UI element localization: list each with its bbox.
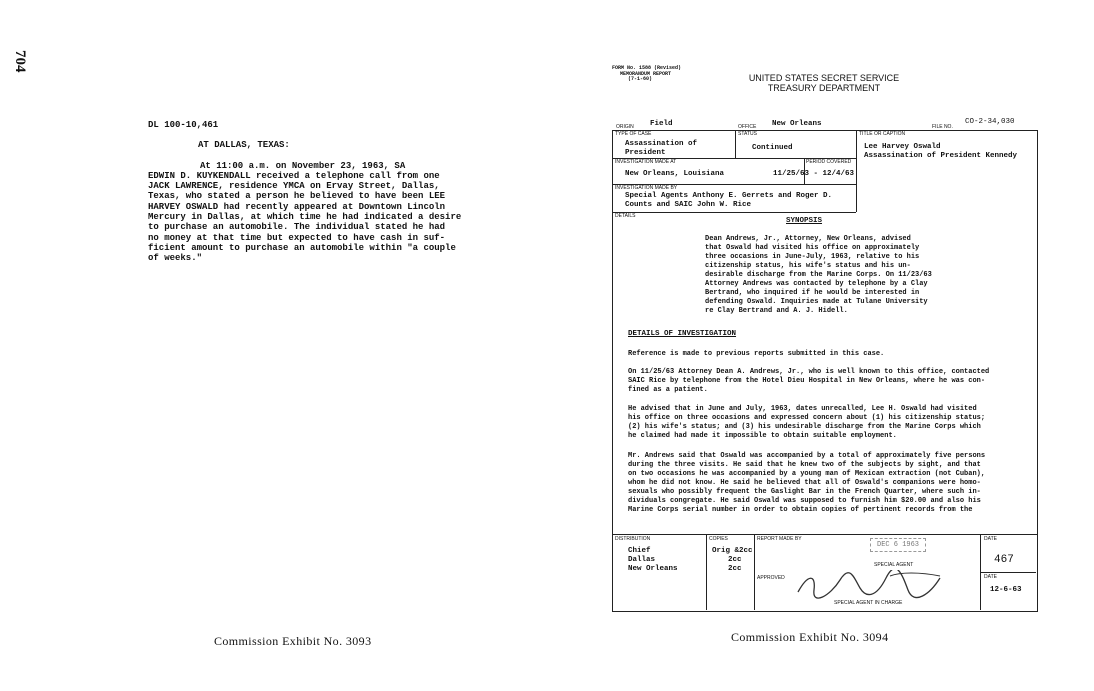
synopsis-line: citizenship status, his wife's status and his un-	[705, 262, 911, 270]
paragraph-1	[628, 350, 1034, 359]
department-name: TREASURY DEPARTMENT	[767, 83, 881, 93]
exhibit-3094-caption: Commission Exhibit No. 3094	[731, 630, 889, 644]
rule	[856, 130, 857, 212]
type-of-case-value: Assassination of President	[625, 140, 698, 157]
copies-chief: Orig &2cc	[712, 547, 753, 555]
form-number-line: MEMORANDUM REPORT	[620, 70, 672, 77]
received-stamp: DEC 6 1963	[870, 538, 926, 552]
distribution-chief: Chief	[628, 547, 651, 555]
synopsis-line: Bertrand, who inquired if he would be interested in	[705, 289, 920, 297]
form-number	[612, 66, 681, 83]
file-no-value: CO-2-34,030	[965, 118, 1015, 126]
special-agent-label: SPECIAL AGENT	[874, 562, 914, 568]
details-label: DETAILS	[615, 213, 636, 219]
title-line-1: Lee Harvey Oswald	[864, 143, 941, 151]
origin-label: ORIGIN	[616, 124, 634, 130]
body-line: of weeks."	[148, 253, 203, 264]
status-value: Continued	[752, 144, 793, 152]
page-number: 704	[12, 50, 28, 73]
form-number-line: (7-1-60)	[628, 76, 653, 82]
body-line: EDWIN D. KUYKENDALL received a telephone call from one	[148, 170, 440, 181]
copies-label: COPIES	[709, 536, 728, 542]
distribution-dallas: Dallas	[628, 556, 656, 564]
period-covered-label: PERIOD COVERED	[806, 159, 852, 165]
file-no-label: FILE NO.	[932, 124, 953, 130]
agency-header	[744, 73, 904, 93]
origin-value: Field	[650, 120, 673, 128]
rule	[706, 534, 707, 610]
exhibit-3093-caption: Commission Exhibit No. 3093	[214, 634, 372, 648]
signature-scribble	[790, 570, 960, 600]
agency-name: UNITED STATES SECRET SERVICE	[748, 73, 900, 83]
report-date: 12-6-63	[990, 586, 1022, 594]
para-line: fined as a patient.	[628, 386, 708, 394]
title-label: TITLE OR CAPTION	[859, 131, 906, 137]
signature-stroke	[890, 573, 940, 576]
body-text	[148, 161, 488, 264]
title-line-2: Assassination of President Kennedy	[864, 152, 1018, 160]
body-line: to purchase an automobile. The individual stated he had	[148, 222, 446, 233]
copies-new-orleans: 2cc	[728, 565, 742, 573]
para-line: Reference is made to previous reports submitted in this case.	[628, 350, 885, 358]
body-line: Mercury in Dallas, at which time he had indicated a desire	[148, 212, 462, 223]
rule	[754, 534, 755, 610]
rule	[980, 572, 1036, 573]
city-line: AT DALLAS, TEXAS:	[198, 140, 290, 151]
exhibit-3093-body	[148, 120, 488, 264]
para-line: on two occasions he was accompanied by a young man of Mexican extraction (not Cuban),	[628, 470, 986, 478]
signature-stroke	[798, 570, 940, 598]
body-line: ficient amount to purchase an automobile within "a couple	[148, 242, 456, 253]
body-line: JACK LAWRENCE, residence YMCA on Ervay Street, Dallas,	[148, 181, 440, 192]
office-label: OFFICE	[738, 124, 757, 130]
report-made-by-label: REPORT MADE BY	[757, 536, 802, 542]
body-line: HARVEY OSWALD had recently appeared at Downtown Lincoln	[148, 201, 446, 212]
rule	[735, 130, 736, 158]
paragraph-4	[628, 452, 1034, 515]
synopsis-line: desirable discharge from the Marine Corps. On 11/23/63	[705, 271, 932, 279]
office-value: New Orleans	[772, 120, 822, 128]
para-line: SAIC Rice by telephone from the Hotel Dieu Hospital in New Orleans, where he was con-	[628, 377, 986, 385]
synopsis-line: re Clay Bertrand and A. J. Hidell.	[705, 307, 848, 315]
para-line: Mr. Andrews said that Oswald was accompanied by a total of approximately five persons	[628, 452, 986, 460]
para-line: He advised that in June and July, 1963, dates unrecalled, Lee H. Oswald had visited	[628, 405, 977, 413]
synopsis-heading: SYNOPSIS	[786, 217, 823, 225]
type-of-case-label: TYPE OF CASE	[615, 131, 652, 137]
details-heading: DETAILS OF INVESTIGATION	[628, 330, 737, 338]
distribution-new-orleans: New Orleans	[628, 565, 678, 573]
investigation-by-line-2: Counts and SAIC John W. Rice	[625, 201, 752, 209]
report-number: 467	[994, 554, 1014, 566]
para-line: whom he did not know. He said he believed that all of Oswald's companions were homo-	[628, 479, 981, 487]
copies-dallas: 2cc	[728, 556, 742, 564]
distribution-label: DISTRIBUTION	[615, 536, 651, 542]
para-line: dividuals congregate. He said Oswald was supposed to furnish him $20.00 and also his	[628, 497, 981, 505]
file-reference: DL 100-10,461	[148, 120, 219, 130]
synopsis-line: that Oswald had visited his office on approximately	[705, 244, 920, 252]
paragraph-3	[628, 405, 1034, 441]
date-label: DATE	[984, 536, 997, 542]
para-line: his office on three occasions and expressed concern about (1) his citizenship status;	[628, 414, 986, 422]
synopsis-line: Dean Andrews, Jr., Attorney, New Orleans, advised	[705, 235, 911, 243]
approved-label: APPROVED	[757, 575, 785, 581]
para-line: On 11/25/63 Attorney Dean A. Andrews, Jr., who is well known to this office, contacted	[628, 368, 990, 376]
date-label-2: DATE	[984, 574, 997, 580]
body-line: no money at that time but expected to have cash in suf-	[148, 232, 446, 243]
para-line: sexuals who possibly frequent the Gaslight Bar in the French Quarter, where such in-	[628, 488, 981, 496]
investigation-at-value: New Orleans, Louisiana	[625, 170, 725, 178]
body-line: Texas, who stated a person he believed to have been LEE	[148, 191, 446, 202]
para-line: he claimed had made it impossible to obtain suitable employment.	[628, 432, 897, 440]
rule	[612, 212, 856, 213]
special-agent-in-charge-label: SPECIAL AGENT IN CHARGE	[834, 600, 903, 606]
synopsis-line: Attorney Andrews was contacted by telephone by a Clay	[705, 280, 928, 288]
period-covered-value: 11/25/63 - 12/4/63	[773, 170, 855, 178]
form-number-line: FORM No. 1588 (Revised)	[612, 65, 682, 71]
status-label: STATUS	[738, 131, 757, 137]
synopsis-line: defending Oswald. Inquiries made at Tulane University	[705, 298, 928, 306]
para-line: Marine Corps serial number in order to obtain copies of pertinent records from the	[628, 506, 973, 514]
synopsis-line: three occasions in June-July, 1963, relative to his	[705, 253, 920, 261]
para-line: (2) his wife's status; and (3) his undesirable discharge from the Marine Corps which	[628, 423, 981, 431]
rule	[612, 534, 1037, 535]
investigation-by-line-1: Special Agents Anthony E. Gerrets and Roger D.	[625, 192, 833, 200]
paragraph-2	[628, 368, 1034, 395]
body-line: At 11:00 a.m. on November 23, 1963, SA	[200, 160, 406, 171]
synopsis-text	[705, 235, 965, 316]
para-line: during the three visits. He said that he knew two of the subjects by sight, and that	[628, 461, 981, 469]
investigation-at-label: INVESTIGATION MADE AT	[615, 159, 677, 165]
investigation-by-label: INVESTIGATION MADE BY	[615, 185, 678, 191]
